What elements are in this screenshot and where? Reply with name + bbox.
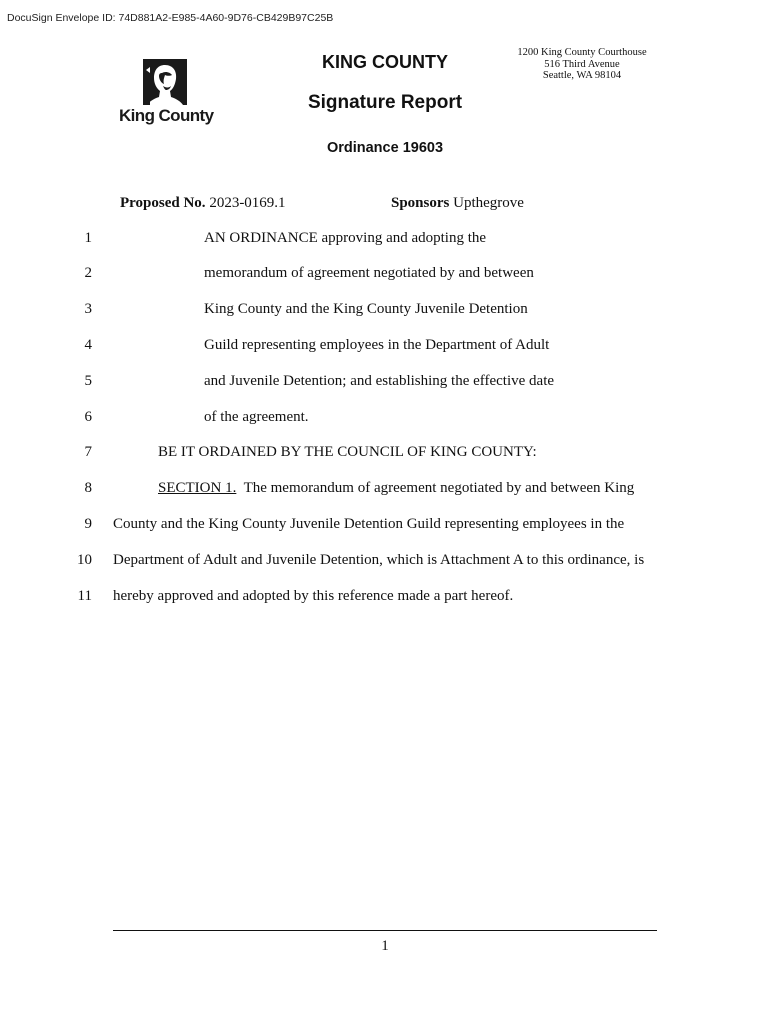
line-number: 5	[84, 373, 92, 389]
sponsors-value: Upthegrove	[453, 195, 524, 211]
line-text: of the agreement.	[204, 409, 309, 425]
line-number: 3	[84, 301, 92, 317]
line-text: County and the King County Juvenile Detention Guild representing employees in the	[113, 516, 625, 532]
address-block	[500, 47, 664, 82]
line-text: Guild representing employees in the Department of Adult	[204, 337, 550, 353]
line-text: and Juvenile Detention; and establishing the effective date	[204, 373, 555, 389]
page-number: 1	[381, 938, 389, 954]
address-line: 1200 King County Courthouse	[517, 47, 647, 58]
proposed-number	[120, 195, 286, 212]
enacting-clause: BE IT ORDAINED BY THE COUNCIL OF KING COUNTY:	[158, 444, 537, 460]
address-line: 516 Third Avenue	[544, 58, 620, 70]
footer-divider	[113, 930, 657, 931]
line-text: Department of Adult and Juvenile Detention, which is Attachment A to this ordinance, is	[113, 552, 645, 568]
line-number: 11	[77, 588, 92, 604]
line-number: 4	[84, 337, 92, 353]
king-county-portrait-icon	[143, 59, 187, 105]
line-text: King County and the King County Juvenile Detention	[204, 301, 528, 317]
line-text: memorandum of agreement negotiated by and between	[204, 265, 534, 281]
logo-wordmark: King County	[119, 106, 214, 125]
line-number: 9	[84, 516, 92, 532]
org-name: KING COUNTY	[322, 52, 448, 72]
proposed-value: 2023-0169.1	[209, 195, 286, 211]
line-number: 8	[84, 480, 92, 496]
line-number: 7	[84, 444, 92, 460]
line-number: 1	[84, 230, 92, 246]
ordinance-title: Ordinance 19603	[326, 140, 444, 156]
line-number: 6	[84, 409, 92, 425]
line-text: hereby approved and adopted by this reference made a part hereof.	[113, 588, 514, 604]
section-heading: SECTION 1.	[158, 480, 237, 496]
king-county-logo	[114, 55, 219, 130]
sponsors-label: Sponsors	[391, 195, 450, 211]
docusign-envelope-id: DocuSign Envelope ID: 74D881A2-E985-4A60-9D76-CB429B97C25B	[7, 12, 334, 24]
line-number: 10	[77, 552, 92, 568]
line-text: The memorandum of agreement negotiated by and between King	[236, 480, 635, 496]
proposed-label: Proposed No.	[120, 195, 206, 211]
report-title: Signature Report	[307, 92, 463, 113]
sponsors	[391, 195, 524, 212]
section-line	[158, 480, 634, 497]
address-line: Seattle, WA 98104	[542, 70, 622, 81]
line-number: 2	[84, 265, 92, 281]
line-text: AN ORDINANCE approving and adopting the	[204, 230, 487, 246]
